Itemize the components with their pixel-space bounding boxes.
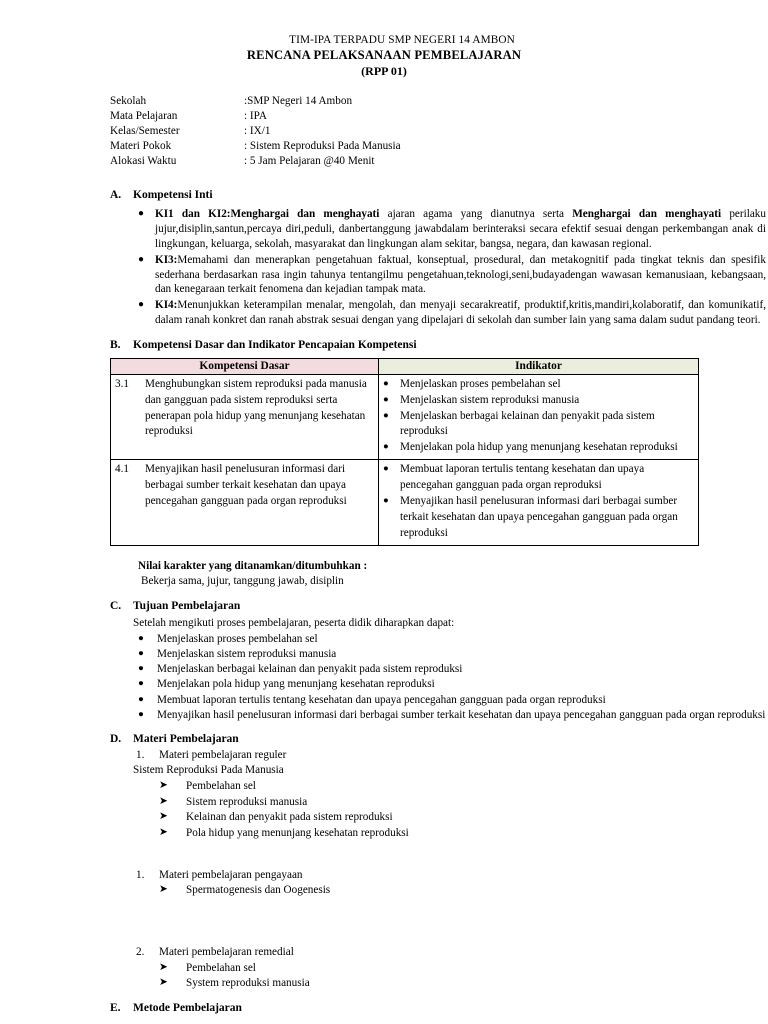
indikator-list xyxy=(383,377,694,457)
section-b-heading xyxy=(110,338,768,353)
tujuan-intro: Setelah mengikuti proses pembelajaran, peserta didik diharapkan dapat: xyxy=(133,616,455,629)
page-title: RENCANA PELAKSANAAN PEMBELAJARAN xyxy=(246,48,522,63)
materi-pengayaan-list xyxy=(110,883,768,899)
meta-row xyxy=(110,154,768,169)
bullet-icon: ● xyxy=(138,207,145,219)
section-title: Kompetensi Dasar dan Indikator Pencapaian Kompetensi xyxy=(133,339,417,352)
list-item xyxy=(383,462,694,494)
arrow-icon: ➤ xyxy=(159,780,168,791)
section-title: Kompetensi Inti xyxy=(133,189,213,202)
kd-description: Menghubungkan sistem reproduksi pada manusia dan gangguan pada sistem reproduksi serta penerapan pola hidup yang menunjang kesehatan reproduksi xyxy=(145,377,367,438)
list-item xyxy=(159,961,768,977)
meta-label: Materi Pokok xyxy=(110,139,172,152)
page-subtitle: (RPP 01) xyxy=(361,63,407,78)
lesson-meta-block xyxy=(0,94,768,168)
ki4-text xyxy=(155,298,768,328)
list-item xyxy=(159,779,768,795)
table-row xyxy=(111,460,699,546)
materi-remedial-row xyxy=(110,945,768,961)
section-d-heading xyxy=(110,732,768,747)
section-metode-pembelajaran xyxy=(0,1001,768,1016)
materi-pengayaan-row xyxy=(110,868,768,884)
bullet-icon: ● xyxy=(383,464,389,475)
list-item xyxy=(133,677,768,692)
materi-reguler-row xyxy=(110,748,768,764)
item-label: Materi pembelajaran pengayaan xyxy=(159,868,303,881)
section-title: Materi Pembelajaran xyxy=(133,733,239,746)
materi-text: Pembelahan sel xyxy=(186,961,256,974)
section-a-heading xyxy=(110,188,768,203)
kd-indikator-table xyxy=(110,358,699,546)
meta-value: : IPA xyxy=(244,110,267,123)
list-item xyxy=(159,883,768,899)
list-item xyxy=(133,693,768,708)
indikator-cell xyxy=(379,460,699,546)
indikator-cell xyxy=(379,374,699,460)
list-item xyxy=(159,795,768,811)
materi-text: System reproduksi manusia xyxy=(186,977,310,990)
ki-lead: KI1 dan KI2:Menghargai dan menghayati xyxy=(155,207,380,220)
meta-label: Kelas/Semester xyxy=(110,124,180,137)
arrow-icon: ➤ xyxy=(159,977,168,989)
item-number: 1. xyxy=(136,868,145,881)
list-item xyxy=(133,298,768,328)
arrow-icon: ➤ xyxy=(159,795,168,807)
list-item xyxy=(159,976,768,992)
ki-lead: KI3: xyxy=(155,253,178,266)
indikator-list xyxy=(383,462,694,542)
materi-remedial-list xyxy=(110,961,768,992)
item-number: 2. xyxy=(136,946,145,959)
bullet-icon: ● xyxy=(383,410,389,421)
tujuan-text: Menjelaskan proses pembelahan sel xyxy=(157,632,318,645)
materi-text: Pembelahan sel xyxy=(186,780,256,792)
section-letter: E. xyxy=(110,1002,121,1015)
bullet-icon: ● xyxy=(138,693,144,705)
materi-text: Sistem reproduksi manusia xyxy=(186,795,308,808)
tujuan-text: Menjelaskan berbagai kelainan dan penyakit pada sistem reproduksi xyxy=(157,663,463,676)
list-item xyxy=(383,393,694,409)
item-label: Materi pembelajaran remedial xyxy=(159,946,294,959)
table-header-row xyxy=(111,358,699,374)
indikator-text: Menjelakan pola hidup yang menunjang kesehatan reproduksi xyxy=(400,441,678,454)
column-header-kompetensi-dasar: Kompetensi Dasar xyxy=(111,358,379,374)
ki-lead-2: Menghargai dan menghayati xyxy=(572,207,722,220)
arrow-icon: ➤ xyxy=(159,884,168,896)
kd-number: 4.1 xyxy=(115,463,129,476)
list-item xyxy=(133,207,768,252)
bullet-icon: ● xyxy=(138,663,144,675)
list-item xyxy=(159,810,768,826)
section-materi-pembelajaran xyxy=(0,732,768,992)
section-kompetensi-dasar xyxy=(0,338,768,353)
tujuan-text: Menjelaskan sistem reproduksi manusia xyxy=(157,647,337,660)
kd-number: 3.1 xyxy=(115,377,129,390)
organization-line: TIM-IPA TERPADU SMP NEGERI 14 AMBON xyxy=(289,34,515,46)
tujuan-list xyxy=(110,632,768,724)
bullet-icon: ● xyxy=(383,442,389,453)
list-item xyxy=(383,377,694,393)
kd-indikator-table-wrapper xyxy=(0,358,768,546)
nilai-karakter-title: Nilai karakter yang ditanamkan/ditumbuhkan : xyxy=(138,559,368,572)
bullet-icon: ● xyxy=(138,299,145,311)
bullet-icon: ● xyxy=(383,496,389,507)
section-letter: A. xyxy=(110,189,122,202)
bullet-icon: ● xyxy=(383,394,389,405)
ki-lead: KI4: xyxy=(155,299,178,312)
list-item xyxy=(383,440,694,456)
meta-label: Mata Pelajaran xyxy=(110,110,178,123)
bullet-icon: ● xyxy=(138,253,145,265)
materi-reguler-topic: Sistem Reproduksi Pada Manusia xyxy=(133,764,284,777)
nilai-karakter-block xyxy=(0,559,768,590)
indikator-text: Menyajikan hasil penelusuran informasi dari berbagai sumber terkait kesehatan dan upaya pencegahan gangguan pada organ reproduksi xyxy=(400,495,678,539)
meta-value: : Sistem Reproduksi Pada Manusia xyxy=(244,139,401,152)
document-header xyxy=(0,0,768,79)
indikator-text: Menjelaskan berbagai kelainan dan penyakit pada sistem reproduksi xyxy=(400,409,655,438)
kd-cell xyxy=(111,460,379,546)
arrow-icon: ➤ xyxy=(159,827,168,839)
section-letter: B. xyxy=(110,339,121,352)
kd-cell xyxy=(111,374,379,460)
list-item xyxy=(383,409,694,441)
list-item xyxy=(133,708,768,723)
section-letter: D. xyxy=(110,733,122,746)
ki-rest: Memahami dan menerapkan pengetahuan faktual, konseptual, prosedural, dan metakognitif pada tingkat teknis dan spesifik sederhana berdasarkan rasa ingin tahunya tentangilmu pengetahuan,teknologi,seni,budayadengan wawasan kemanusiaan, kebangsaan, dan kenegaraan terkait fenomena dan kejadian tampak mata. xyxy=(155,253,766,296)
meta-value: :SMP Negeri 14 Ambon xyxy=(244,95,353,108)
bullet-icon: ● xyxy=(138,678,144,690)
list-item xyxy=(133,632,768,647)
meta-value: : 5 Jam Pelajaran @40 Menit xyxy=(244,154,375,167)
item-number: 1. xyxy=(136,748,145,761)
list-item xyxy=(159,826,768,842)
list-item xyxy=(133,647,768,662)
meta-row xyxy=(110,139,768,154)
materi-text: Pola hidup yang menunjang kesehatan reproduksi xyxy=(186,827,409,840)
bullet-icon: ● xyxy=(138,708,144,720)
materi-reguler-list xyxy=(110,779,768,842)
materi-text: Spermatogenesis dan Oogenesis xyxy=(186,884,331,897)
ki-rest: perilaku jujur,disiplin,santun,percaya diri,peduli, danbertanggung jawabdalam berinteraksi secara efektif sesuai dengan perkembangan anak di lingkungan, keluarga, sekolah, masyarakat dan lingkungan alam sekitar, bangsa, negara, dan kawasan regional. xyxy=(155,207,766,250)
ki3-text xyxy=(155,253,768,298)
section-title: Metode Pembelajaran xyxy=(133,1002,242,1015)
bullet-icon: ● xyxy=(138,632,144,644)
list-item xyxy=(383,494,694,542)
section-kompetensi-inti xyxy=(0,188,768,328)
arrow-icon: ➤ xyxy=(159,961,168,973)
section-c-heading xyxy=(110,599,768,614)
kompetensi-inti-list xyxy=(110,207,768,329)
ki1-ki2-text xyxy=(155,207,768,252)
materi-text: Kelainan dan penyakit pada sistem reproduksi xyxy=(186,811,393,824)
section-tujuan-pembelajaran xyxy=(0,599,768,723)
meta-label: Sekolah xyxy=(110,95,147,108)
bullet-icon: ● xyxy=(383,378,389,389)
meta-label: Alokasi Waktu xyxy=(110,154,177,167)
meta-row xyxy=(110,109,768,124)
indikator-text: Menjelaskan proses pembelahan sel xyxy=(400,377,561,390)
list-item xyxy=(133,662,768,677)
tujuan-text: Menyajikan hasil penelusuran informasi dari berbagai sumber terkait kesehatan dan upaya pencegahan gangguan pada organ reproduksi xyxy=(157,708,766,721)
meta-value: : IX/1 xyxy=(244,124,271,137)
kd-description: Menyajikan hasil penelusuran informasi dari berbagai sumber terkait kesehatan dan upaya pencegahan gangguan pada organ reproduksi xyxy=(145,463,347,508)
bullet-icon: ● xyxy=(138,647,144,659)
arrow-icon: ➤ xyxy=(159,811,168,823)
column-header-indikator: Indikator xyxy=(379,358,699,374)
list-item xyxy=(133,253,768,298)
meta-row xyxy=(110,94,768,109)
item-label: Materi pembelajaran reguler xyxy=(159,748,287,761)
meta-row xyxy=(110,124,768,139)
ki-rest: Menunjukkan keterampilan menalar, mengolah, dan menyaji secarakreatif, produktif,kritis,mandiri,kolaboratif, dan komunikatif, dalam ranah konkret dan ranah abstrak sesuai dengan yang dipelajari di sekolah dan sumber lain yang sama dalam sudut pandang teori. xyxy=(155,299,766,327)
section-e-heading xyxy=(110,1001,768,1016)
indikator-text: Menjelaskan sistem reproduksi manusia xyxy=(400,393,580,406)
nilai-karakter-values: Bekerja sama, jujur, tanggung jawab, disiplin xyxy=(141,575,344,588)
tujuan-text: Menjelakan pola hidup yang menunjang kesehatan reproduksi xyxy=(157,678,435,691)
ki-mid: ajaran agama yang dianutnya serta xyxy=(379,207,573,220)
tujuan-text: Membuat laporan tertulis tentang kesehatan dan upaya pencegahan gangguan pada organ reproduksi xyxy=(157,693,606,706)
table-row xyxy=(111,374,699,460)
section-title: Tujuan Pembelajaran xyxy=(133,600,241,613)
indikator-text: Membuat laporan tertulis tentang kesehatan dan upaya pencegahan gangguan pada organ reproduksi xyxy=(400,463,645,492)
section-letter: C. xyxy=(110,600,122,613)
